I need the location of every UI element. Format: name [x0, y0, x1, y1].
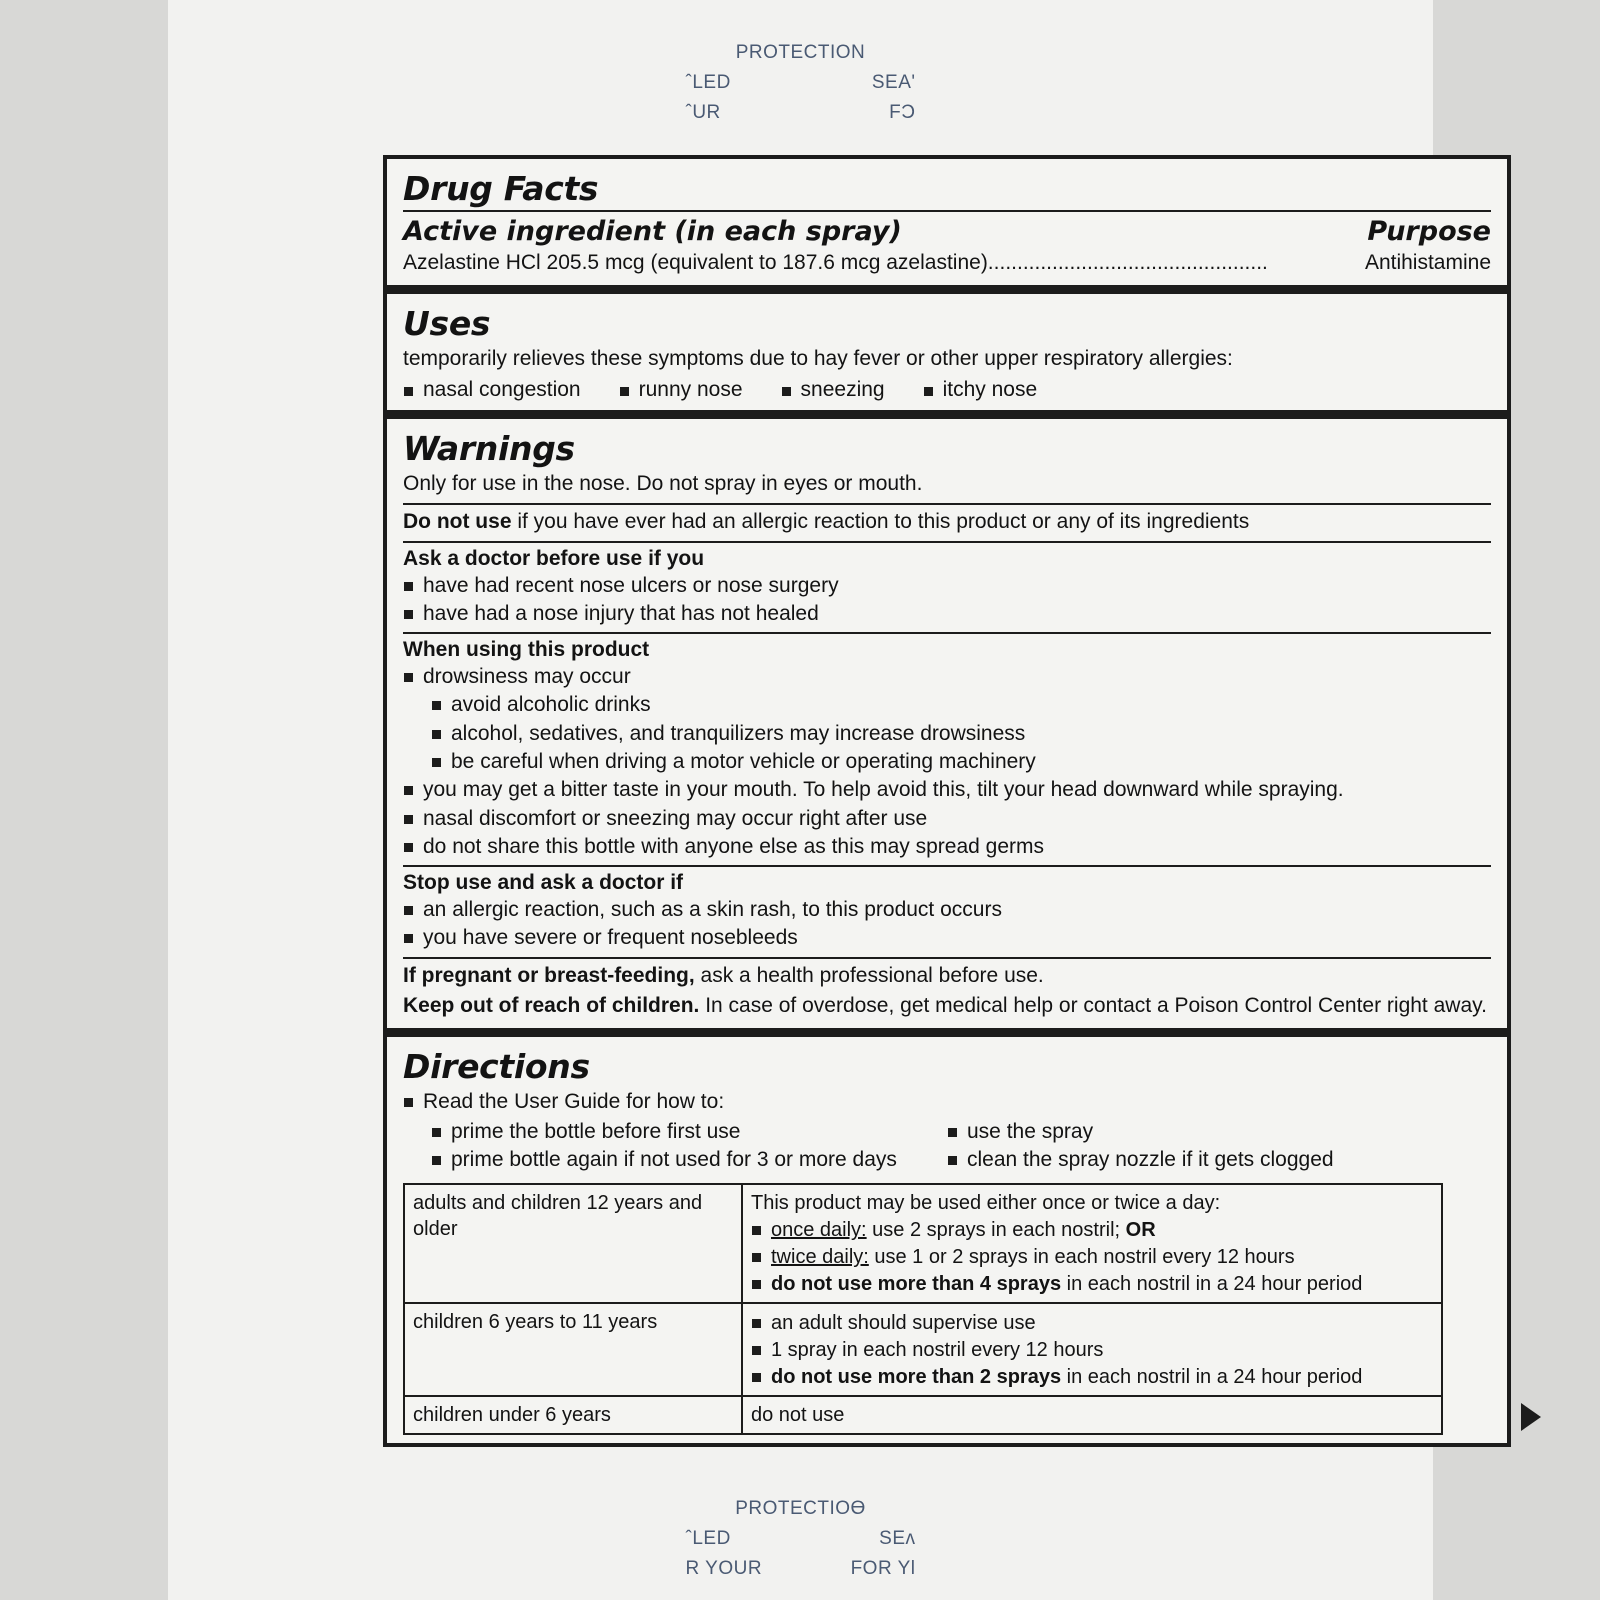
- seal-top-left1: ˆLED: [685, 72, 731, 93]
- table-row: [404, 1396, 1442, 1434]
- table-row: [404, 1184, 1442, 1303]
- dosage-item-text: in each nostril in a 24 hour period: [1061, 1366, 1363, 1389]
- ask-doctor-item: have had recent nose ulcers or nose surgery: [403, 572, 1491, 599]
- seal-bottom-left1: ˆLED: [685, 1528, 731, 1549]
- ask-doctor-item: have had a nose injury that has not healed: [403, 600, 1491, 627]
- guide-columns: [403, 1117, 1491, 1174]
- dosage-item-text: use 1 or 2 sprays in each nostril every 12 hours: [868, 1246, 1295, 1269]
- dosage-item: an adult should supervise use: [751, 1310, 1433, 1336]
- tamper-seal-bottom: [676, 1498, 926, 1580]
- active-ingredient-row: [403, 250, 1491, 277]
- dosage-age: children under 6 years: [404, 1396, 742, 1434]
- when-using-heading: When using this product: [403, 638, 650, 662]
- dosage-table: [403, 1183, 1443, 1435]
- uses-list: [403, 378, 1491, 402]
- seal-top-left2: ˆUR: [685, 102, 721, 123]
- stop-use-item: an allergic reaction, such as a skin rash, to this product occurs: [403, 896, 1491, 923]
- uses-title: Uses: [403, 303, 491, 343]
- dosage-item-lead: do not use more than 4 sprays: [771, 1273, 1062, 1296]
- seal-top-right1: SEA': [871, 72, 916, 93]
- stop-use-item: you have severe or frequent nosebleeds: [403, 924, 1491, 951]
- uses-intro: temporarily relieves these symptoms due to hay fever or other upper respiratory allergies:: [403, 346, 1233, 370]
- dosage-item: [751, 1217, 1433, 1243]
- dosage-intro: This product may be used either once or twice a day:: [751, 1192, 1221, 1215]
- guide-item: prime the bottle before first use: [431, 1118, 947, 1145]
- stop-use-heading: Stop use and ask a doctor if: [403, 871, 684, 895]
- uses-item: nasal congestion: [403, 378, 581, 402]
- uses-item: runny nose: [619, 378, 743, 402]
- ask-doctor-heading: Ask a doctor before use if you: [403, 546, 705, 570]
- pregnant-line: [403, 963, 1491, 990]
- uses-section: [387, 285, 1507, 410]
- seal-bottom-right2: FOR YƖ: [850, 1558, 916, 1579]
- when-using-subitem: alcohol, sedatives, and tranquilizers may increase drowsiness: [431, 720, 1491, 747]
- seal-bottom-line1: PROTECTIOƟ: [735, 1498, 866, 1519]
- dosage-age: children 6 years to 11 years: [404, 1303, 742, 1396]
- drug-facts-box: [383, 155, 1511, 1447]
- when-using-item: nasal discomfort or sneezing may occur right after use: [403, 805, 1491, 832]
- active-ingredient-heading: Active ingredient (in each spray): [403, 216, 902, 247]
- guide-item: use the spray: [947, 1118, 1491, 1145]
- read-guide-item: Read the User Guide for how to:: [403, 1088, 1491, 1115]
- dosage-item: 1 spray in each nostril every 12 hours: [751, 1337, 1433, 1363]
- guide-column-right: [947, 1117, 1491, 1174]
- keep-out-label: Keep out of reach of children.: [403, 993, 700, 1017]
- do-not-use-text: if you have ever had an allergic reaction to this product or any of its ingredients: [511, 509, 1250, 533]
- when-using-item: drowsiness may occur: [403, 663, 1491, 690]
- pregnant-label: If pregnant or breast-feeding,: [403, 963, 695, 987]
- title-divider: [403, 210, 1491, 212]
- package-panel: [168, 0, 1491, 1600]
- dosage-item: [751, 1271, 1433, 1297]
- seal-top-line1: PROTECTION: [735, 42, 866, 63]
- do-not-use-label: Do not use: [403, 509, 512, 533]
- seal-bottom-left2: R YOUR: [685, 1558, 763, 1579]
- active-ingredient-text: Azelastine HCl 205.5 mcg (equivalent to 187.6 mcg azelastine)................................................: [403, 251, 1268, 274]
- seal-bottom-right1: SEʌ: [879, 1528, 916, 1549]
- warnings-divider: [403, 865, 1491, 867]
- warnings-section: [387, 410, 1507, 1028]
- warnings-divider: [403, 957, 1491, 959]
- guide-item: prime bottle again if not used for 3 or more days: [431, 1146, 947, 1173]
- dosage-instructions: [742, 1303, 1442, 1396]
- guide-column-left: [403, 1117, 947, 1174]
- when-using-item: you may get a bitter taste in your mouth. To help avoid this, tilt your head downward while spraying.: [403, 776, 1491, 803]
- dosage-item-text: use 2 sprays in each nostril;: [866, 1219, 1126, 1242]
- dosage-item-label: once daily:: [771, 1219, 867, 1242]
- do-not-use-line: [403, 509, 1491, 536]
- guide-item: clean the spray nozzle if it gets clogged: [947, 1146, 1491, 1173]
- when-using-subitem: be careful when driving a motor vehicle or operating machinery: [431, 748, 1491, 775]
- dosage-item: [751, 1364, 1433, 1390]
- purpose-heading: Purpose: [1367, 216, 1491, 247]
- when-using-item: do not share this bottle with anyone else as this may spread germs: [403, 833, 1491, 860]
- continuation-arrow-icon: [1521, 1403, 1541, 1431]
- seal-top-right2: FƆ: [889, 102, 916, 123]
- keep-out-line: [403, 993, 1491, 1020]
- page-title: Drug Facts: [403, 169, 599, 208]
- warnings-divider: [403, 503, 1491, 505]
- active-ingredient-purpose: Antihistamine: [1364, 251, 1491, 274]
- warnings-title: Warnings: [403, 428, 575, 468]
- dosage-age: adults and children 12 years and older: [404, 1184, 742, 1303]
- tamper-seal-top: [676, 42, 926, 124]
- warnings-divider: [403, 632, 1491, 634]
- dosage-item-lead: do not use more than 2 sprays: [771, 1366, 1062, 1389]
- dosage-instructions: [742, 1184, 1442, 1303]
- dosage-instructions: do not use: [742, 1396, 1442, 1434]
- uses-item: itchy nose: [923, 378, 1038, 402]
- directions-section: [387, 1028, 1507, 1444]
- keep-out-text: In case of overdose, get medical help or contact a Poison Control Center right away.: [699, 993, 1487, 1017]
- warnings-intro: Only for use in the nose. Do not spray in eyes or mouth.: [403, 471, 923, 495]
- dosage-item: [751, 1244, 1433, 1270]
- pregnant-text: ask a health professional before use.: [694, 963, 1044, 987]
- when-using-subitem: avoid alcoholic drinks: [431, 691, 1491, 718]
- table-row: [404, 1303, 1442, 1396]
- dosage-item-label: twice daily:: [771, 1246, 869, 1269]
- uses-item: sneezing: [781, 378, 885, 402]
- directions-title: Directions: [403, 1046, 590, 1086]
- active-ingredient-header: [403, 216, 1491, 247]
- drug-facts-header: [387, 159, 1507, 285]
- warnings-divider: [403, 541, 1491, 543]
- dosage-item-tail: OR: [1125, 1219, 1156, 1242]
- dosage-item-text: in each nostril in a 24 hour period: [1061, 1273, 1363, 1296]
